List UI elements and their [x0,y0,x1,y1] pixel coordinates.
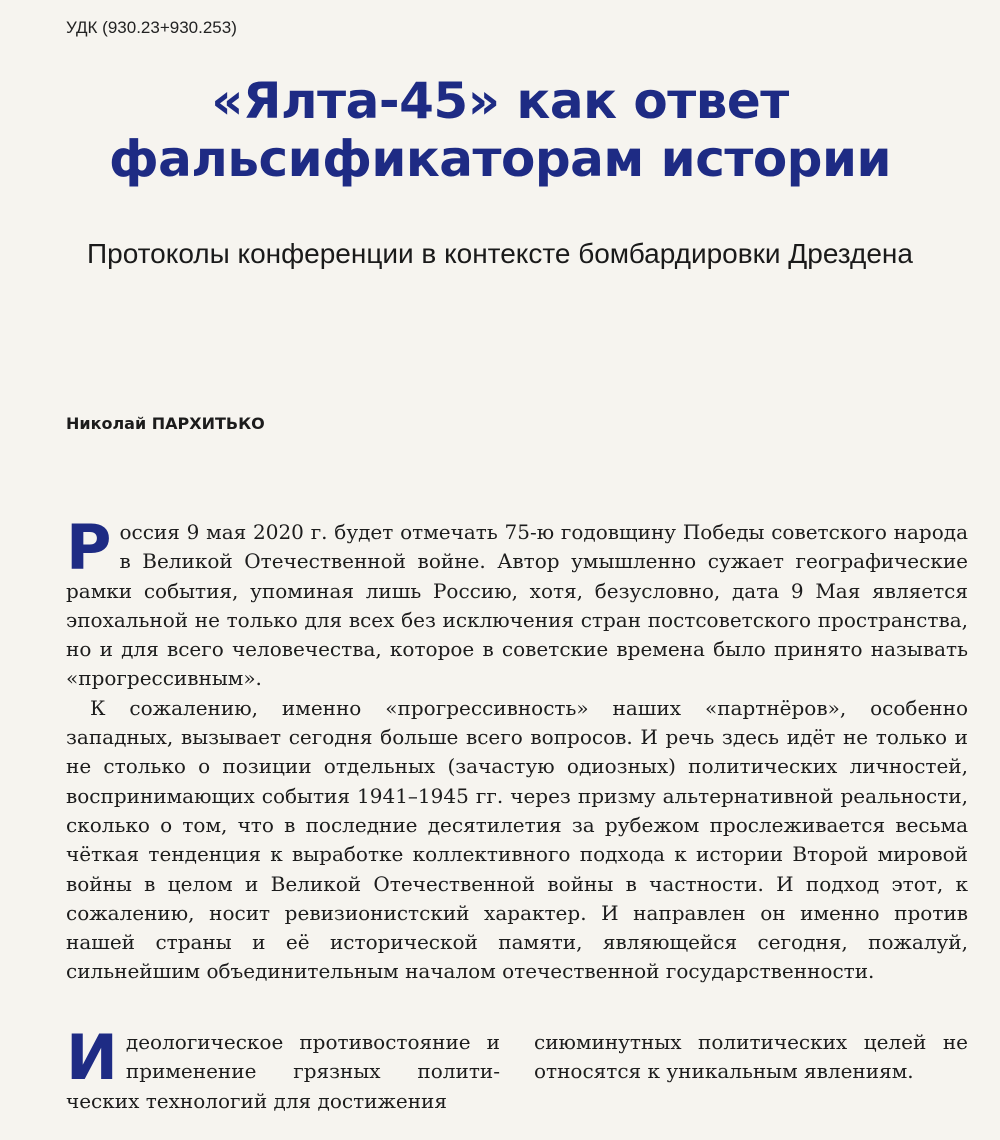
body-paragraph: сиюминутных политических целей не относятся к уникальным явлениям. [534,1030,968,1084]
body-paragraph-text: деологическое противостояние и применение грязных политических технологий для достижения [66,1030,500,1113]
udk-code: УДК (930.23+930.253) [66,18,237,37]
dropcap: И [66,1021,118,1094]
dropcap: Р [66,511,112,584]
intro-paragraph-1 [66,511,968,694]
title-line-2: фальсификаторам истории [108,130,892,188]
intro-paragraph-1-text: оссия 9 мая 2020 г. будет отмечать 75-ю годовщину Победы советского народа в Великой Отечественной войне. Автор умышленно сужает географические рамки события, упоминая лишь Россию, хотя, безусловно, дата 9 Мая является эпохальной не только для всех без исключения стран постсоветского пространства, но и для всего человечества, которое в советские времена было принято называть «прогрессивным». [66,520,968,691]
author-name: Николай ПАРХИТЬКО [66,414,265,433]
intro-text [66,511,968,987]
body-column-right [534,1028,968,1087]
title-line-1: «Ялта-45» как ответ [211,72,789,130]
intro-paragraph-2: К сожалению, именно «прогрессивность» наших «партнёров», особенно западных, вызывает сегодня больше всего вопросов. И речь здесь идёт не только и не столько о позиции отдельных (зачастую одиозных) политических личностей, воспринимающих события 1941–1945 гг. через призму альтернативной реальности, сколько о том, что в последние десятилетия за рубежом прослеживается весьма чёткая тенденция к выработке коллективного подхода к истории Второй мировой войны в целом и Великой Отечественной войны в частности. И подход этот, к сожалению, носит ревизионистский характер. И направлен он именно против нашей страны и её исторической памяти, являющейся сегодня, пожалуй, сильнейшим объединительным началом отечественной государственности. [66,695,968,984]
article-title [0,72,1000,188]
body-paragraph [66,1021,500,1116]
article-subtitle: Протоколы конференции в контексте бомбардировки Дрездена [87,238,913,269]
body-column-left [66,1021,500,1116]
